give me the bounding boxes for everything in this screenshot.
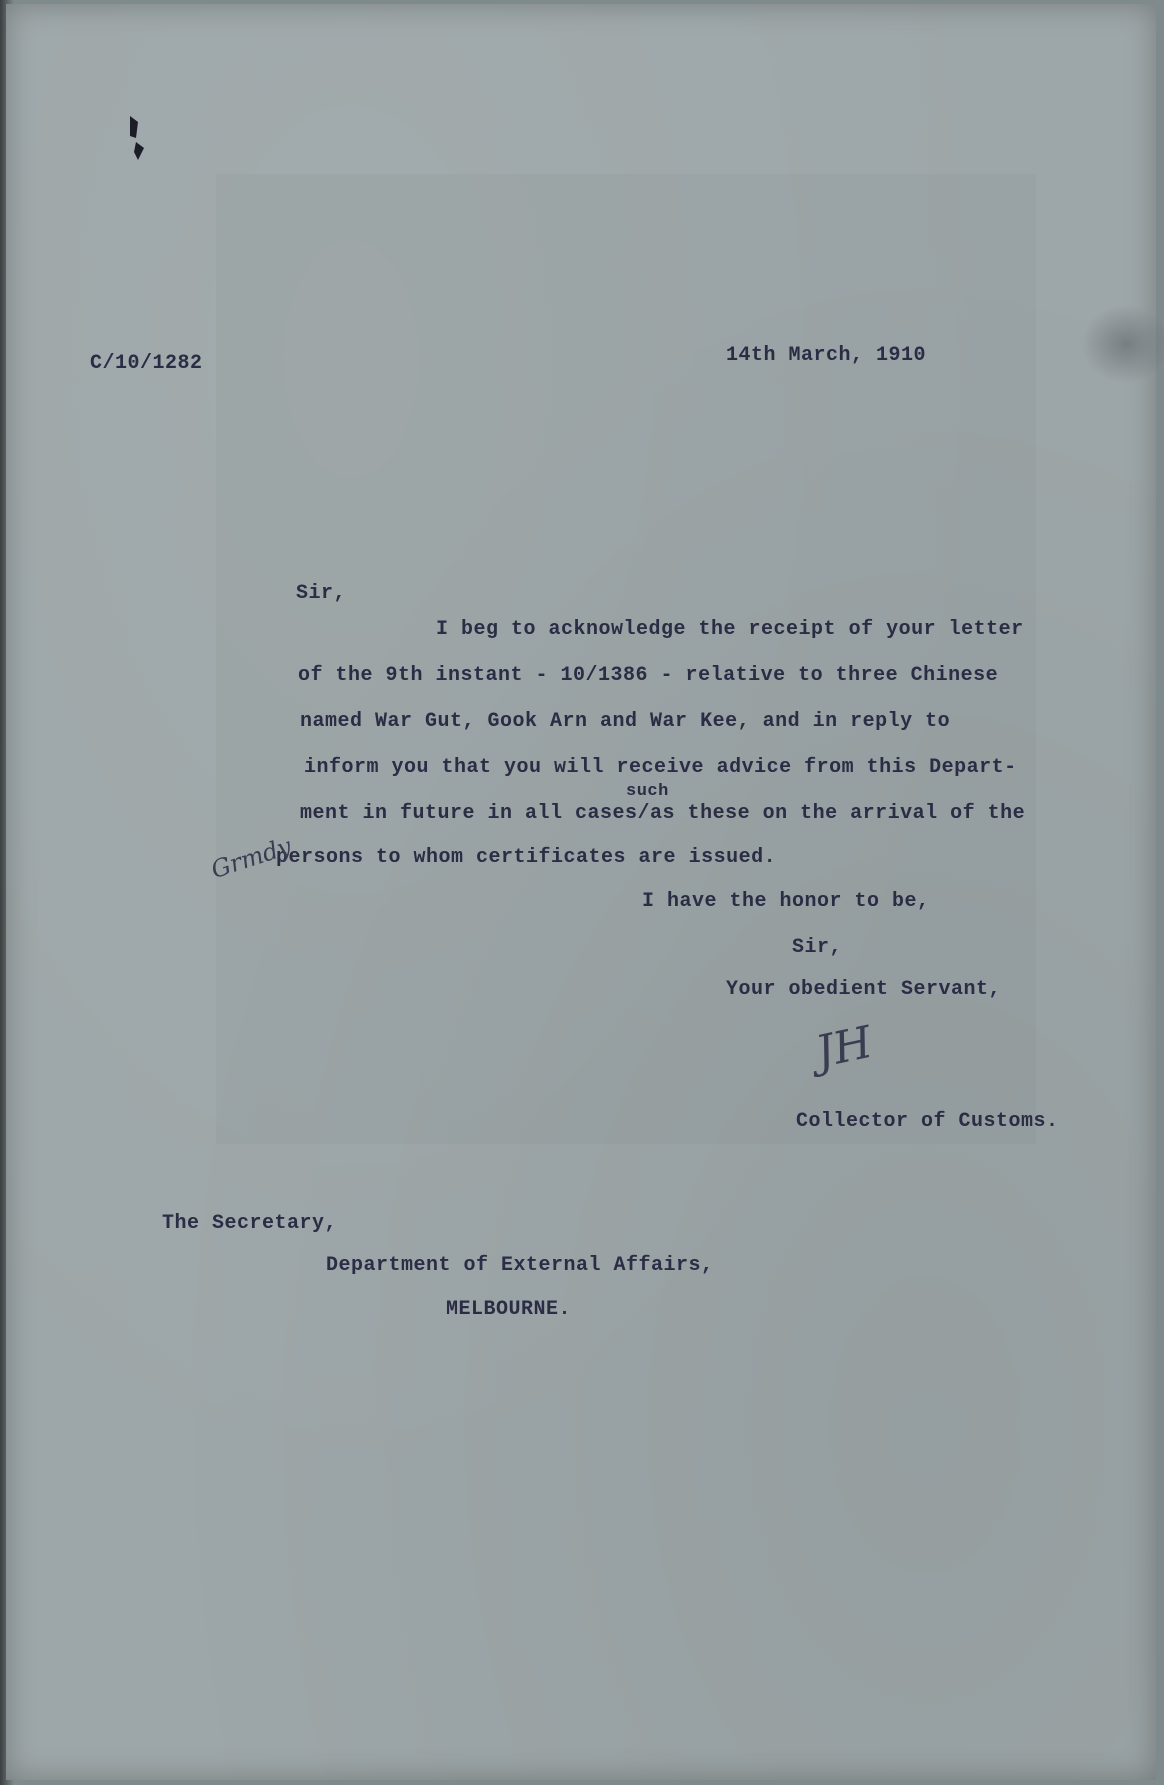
body-line-5: ment in future in all cases/as these on the arrival of the bbox=[300, 802, 1026, 825]
signature: JH bbox=[811, 1016, 877, 1079]
body-line-4: inform you that you will receive advice from this Depart- bbox=[304, 756, 1017, 779]
addressee-line-3: MELBOURNE. bbox=[446, 1298, 572, 1321]
addressee-line-1: The Secretary, bbox=[162, 1212, 338, 1235]
letter-sheet bbox=[6, 4, 1156, 1780]
body-line-2: of the 9th instant - 10/1386 - relative to three Chinese bbox=[298, 664, 999, 687]
body-line-3: named War Gut, Gook Arn and War Kee, and in reply to bbox=[300, 710, 951, 733]
reference-number: C/10/1282 bbox=[90, 352, 203, 375]
ink-smudge bbox=[1081, 304, 1164, 384]
margin-note: Grmdy bbox=[207, 831, 295, 885]
pin-mark-icon bbox=[126, 116, 146, 166]
body-line-6: persons to whom certificates are issued. bbox=[276, 846, 777, 869]
letter-date: 14th March, 1910 bbox=[726, 344, 927, 367]
salutation: Sir, bbox=[296, 582, 347, 605]
addressee-line-2: Department of External Affairs, bbox=[326, 1254, 714, 1277]
closing-line-2: Sir, bbox=[792, 936, 843, 959]
signatory-title: Collector of Customs. bbox=[796, 1110, 1059, 1133]
closing-line-3: Your obedient Servant, bbox=[726, 978, 1002, 1001]
insertion-word: such bbox=[626, 782, 669, 801]
body-line-1: I beg to acknowledge the receipt of your letter bbox=[436, 618, 1024, 641]
closing-line-1: I have the honor to be, bbox=[642, 890, 930, 913]
